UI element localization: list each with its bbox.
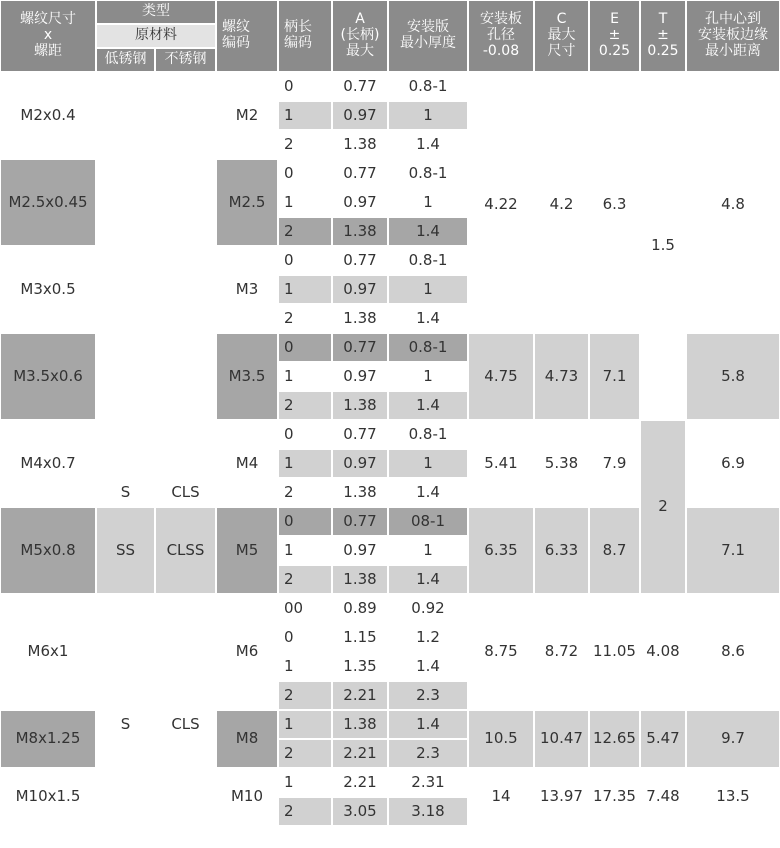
thread-size-cell: M2x0.4: [1, 73, 95, 158]
edge-distance-cell: 6.9: [687, 421, 779, 506]
t-cell: 7.48: [641, 769, 685, 825]
a-max-cell: 1.35: [333, 653, 387, 680]
carbon-steel-cell: [97, 595, 154, 825]
a-max-cell: 2.21: [333, 769, 387, 796]
shank-code-cell: 2: [279, 131, 331, 158]
a-max-cell: 2.21: [333, 740, 387, 767]
shank-code-cell: 1: [279, 189, 331, 216]
a-max-cell: 0.77: [333, 247, 387, 274]
carbon-steel-cell: SS: [97, 508, 154, 593]
header-stainless: 不锈钢: [156, 49, 215, 71]
e-cell: 7.9: [590, 421, 639, 506]
shank-code-cell: 1: [279, 363, 331, 390]
header-thread-code: 螺纹 编码: [217, 1, 277, 71]
t-value: 1.5: [651, 235, 675, 254]
header-carbon-steel: 低锈钢: [97, 49, 154, 71]
min-sheet-cell: 1.4: [389, 566, 467, 593]
thread-code-cell: M5: [217, 508, 277, 593]
min-sheet-cell: 0.8-1: [389, 247, 467, 274]
t-cell: [641, 73, 685, 419]
edge-distance-cell: 13.5: [687, 769, 779, 825]
shank-code-cell: 1: [279, 537, 331, 564]
min-sheet-cell: 1: [389, 189, 467, 216]
thread-code-cell: M10: [217, 769, 277, 825]
shank-code-cell: 0: [279, 160, 331, 187]
c-max-cell: 8.72: [535, 595, 588, 709]
shank-code-cell: 2: [279, 740, 331, 767]
header-hole: 安装板 孔径 -0.08: [469, 1, 533, 71]
a-max-cell: 0.97: [333, 189, 387, 216]
c-max-cell-value: 4.2: [549, 194, 574, 213]
header-material: 原材料: [97, 25, 215, 47]
thread-size-cell: M5x0.8: [1, 508, 95, 593]
a-max-cell: 0.97: [333, 363, 387, 390]
c-max-cell: 5.38: [535, 421, 588, 506]
min-sheet-cell: 0.8-1: [389, 421, 467, 448]
min-sheet-cell: 1.4: [389, 479, 467, 506]
min-sheet-cell: 2.31: [389, 769, 467, 796]
shank-code-cell: 2: [279, 682, 331, 709]
shank-code-cell: 2: [279, 392, 331, 419]
c-max-cell: 10.47: [535, 711, 588, 767]
min-sheet-cell: 1: [389, 276, 467, 303]
edge-distance-cell: 5.8: [687, 334, 779, 419]
min-sheet-cell: 1: [389, 102, 467, 129]
min-sheet-cell: 2.3: [389, 682, 467, 709]
t-cell: 4.08: [641, 595, 685, 709]
e-cell: 17.35: [590, 769, 639, 825]
stainless-cell: [156, 595, 215, 825]
stainless-value: CLS: [171, 482, 200, 501]
min-sheet-cell: 1.4: [389, 392, 467, 419]
stainless-value: CLS: [171, 714, 200, 733]
a-max-cell: 0.97: [333, 537, 387, 564]
shank-code-cell: 2: [279, 566, 331, 593]
min-sheet-cell: 1.4: [389, 711, 467, 738]
e-cell: [590, 73, 639, 332]
edge-distance-cell: 8.6: [687, 595, 779, 709]
min-sheet-cell: 1.4: [389, 131, 467, 158]
a-max-cell: 1.38: [333, 479, 387, 506]
a-max-cell: 0.77: [333, 73, 387, 100]
hole-diameter-cell: 4.75: [469, 334, 533, 419]
min-sheet-cell: 0.8-1: [389, 160, 467, 187]
shank-code-cell: 1: [279, 276, 331, 303]
min-sheet-cell: 0.92: [389, 595, 467, 622]
a-max-cell: 0.97: [333, 450, 387, 477]
min-sheet-cell: 2.3: [389, 740, 467, 767]
min-sheet-cell: 0.8-1: [389, 334, 467, 361]
header-c: C 最大 尺寸: [535, 1, 588, 71]
c-max-cell: 6.33: [535, 508, 588, 593]
a-max-cell: 1.38: [333, 711, 387, 738]
a-max-cell: 0.77: [333, 334, 387, 361]
edge-distance-cell: [687, 73, 779, 332]
a-max-cell: 1.15: [333, 624, 387, 651]
shank-code-cell: 2: [279, 798, 331, 825]
min-sheet-cell: 1.4: [389, 305, 467, 332]
header-edge-distance: 孔中心到 安装板边缘 最小距离: [687, 1, 779, 71]
t-cell: 2: [641, 421, 685, 593]
e-cell: 11.05: [590, 595, 639, 709]
a-max-cell: 3.05: [333, 798, 387, 825]
hole-diameter-cell: 5.41: [469, 421, 533, 506]
header-t: T ± 0.25: [641, 1, 685, 71]
thread-size-cell: M3x0.5: [1, 247, 95, 332]
min-sheet-cell: 1.4: [389, 653, 467, 680]
thread-size-cell: M2.5x0.45: [1, 160, 95, 245]
min-sheet-cell: 1.2: [389, 624, 467, 651]
thread-code-cell: M6: [217, 595, 277, 709]
thread-size-cell: M3.5x0.6: [1, 334, 95, 419]
e-cell: 8.7: [590, 508, 639, 593]
a-max-cell: 1.38: [333, 218, 387, 245]
shank-code-cell: 0: [279, 73, 331, 100]
shank-code-cell: 2: [279, 305, 331, 332]
carbon-steel-value: S: [120, 482, 131, 501]
min-sheet-cell: 1: [389, 363, 467, 390]
header-type: 类型: [97, 1, 215, 23]
hole-diameter-cell: 8.75: [469, 595, 533, 709]
shank-code-cell: 0: [279, 421, 331, 448]
shank-code-cell: 0: [279, 624, 331, 651]
shank-code-cell: 2: [279, 218, 331, 245]
min-sheet-cell: 08-1: [389, 508, 467, 535]
min-sheet-cell: 1.4: [389, 218, 467, 245]
shank-code-cell: 2: [279, 479, 331, 506]
shank-code-cell: 0: [279, 247, 331, 274]
header-thread-size: 螺纹尺寸 x 螺距: [1, 1, 95, 71]
thread-code-cell: M3: [217, 247, 277, 332]
c-max-cell: [535, 73, 588, 332]
a-max-cell: 0.89: [333, 595, 387, 622]
hole-diameter-cell: 14: [469, 769, 533, 825]
a-max-cell: 0.97: [333, 102, 387, 129]
thread-code-cell: M8: [217, 711, 277, 767]
edge-distance-cell: 7.1: [687, 508, 779, 593]
hole-diameter-cell: [469, 73, 533, 332]
shank-code-cell: 1: [279, 653, 331, 680]
thread-code-cell: M4: [217, 421, 277, 506]
e-cell-value: 6.3: [602, 194, 627, 213]
a-max-cell: 0.77: [333, 160, 387, 187]
e-cell: 12.65: [590, 711, 639, 767]
hole-diameter-cell-value: 4.22: [484, 194, 518, 213]
min-sheet-cell: 3.18: [389, 798, 467, 825]
thread-code-cell: M3.5: [217, 334, 277, 419]
thread-size-cell: M6x1: [1, 595, 95, 709]
thread-code-cell: M2.5: [217, 160, 277, 245]
min-sheet-cell: 0.8-1: [389, 73, 467, 100]
stainless-cell: CLSS: [156, 508, 215, 593]
header-e: E ± 0.25: [590, 1, 639, 71]
a-max-cell: 0.77: [333, 508, 387, 535]
shank-code-cell: 0: [279, 334, 331, 361]
thread-code-cell: M2: [217, 73, 277, 158]
shank-code-cell: 0: [279, 508, 331, 535]
hole-diameter-cell: 6.35: [469, 508, 533, 593]
hole-diameter-cell: 10.5: [469, 711, 533, 767]
c-max-cell: 4.73: [535, 334, 588, 419]
min-sheet-cell: 1: [389, 450, 467, 477]
shank-code-cell: 00: [279, 595, 331, 622]
a-max-cell: 1.38: [333, 131, 387, 158]
shank-code-cell: 1: [279, 769, 331, 796]
carbon-steel-cell: [97, 73, 154, 506]
e-cell: 7.1: [590, 334, 639, 419]
thread-size-cell: M10x1.5: [1, 769, 95, 825]
thread-size-cell: M4x0.7: [1, 421, 95, 506]
t-cell: 5.47: [641, 711, 685, 767]
header-shank-code: 柄长 编码: [279, 1, 331, 71]
min-sheet-cell: 1: [389, 537, 467, 564]
a-max-cell: 0.77: [333, 421, 387, 448]
shank-code-cell: 1: [279, 711, 331, 738]
header-min-sheet: 安装版 最小厚度: [389, 1, 467, 71]
c-max-cell: 13.97: [535, 769, 588, 825]
shank-code-cell: 1: [279, 450, 331, 477]
a-max-cell: 1.38: [333, 566, 387, 593]
shank-code-cell: 1: [279, 102, 331, 129]
header-a: A (长柄) 最大: [333, 1, 387, 71]
edge-distance-cell-value: 4.8: [721, 194, 745, 213]
a-max-cell: 1.38: [333, 305, 387, 332]
a-max-cell: 1.38: [333, 392, 387, 419]
a-max-cell: 2.21: [333, 682, 387, 709]
a-max-cell: 0.97: [333, 276, 387, 303]
stainless-cell: [156, 73, 215, 506]
thread-size-cell: M8x1.25: [1, 711, 95, 767]
carbon-steel-value: S: [120, 714, 131, 733]
edge-distance-cell: 9.7: [687, 711, 779, 767]
